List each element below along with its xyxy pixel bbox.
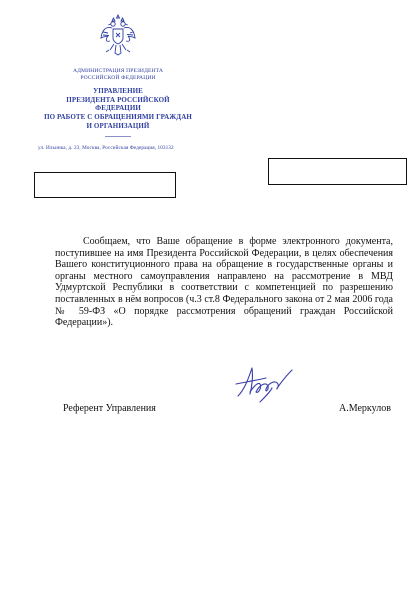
- admin-line-1: АДМИНИСТРАЦИЯ ПРЕЗИДЕНТА: [72, 68, 164, 74]
- double-headed-eagle-emblem-icon: [98, 14, 138, 60]
- dept-line-1: УПРАВЛЕНИЕ: [93, 87, 143, 96]
- letterhead: [44, 14, 192, 137]
- dept-line-4: И ОРГАНИЗАЦИЙ: [86, 121, 150, 130]
- letter-body: Сообщаем, что Ваше обращение в форме электронного документа, поступившее на имя Президента Российской Федерации, в целях обеспечения Вашего конституционного права на обращение в государственные органы и органы местного самоуправления направлено на рассмотрение в МВД Удмуртской Республики в соответствии с компетенцией по разрешению поставленных в нём вопросов (ч.3 ст.8 Федерального закона от 2 мая 2006 года № 59-ФЗ «О порядке рассмотрения обращений граждан Российской Федерации»).: [55, 236, 393, 329]
- letterhead-divider: [105, 136, 131, 137]
- department-name: [44, 87, 192, 130]
- redacted-reference-box: [34, 172, 176, 198]
- handwritten-signature-icon: [232, 362, 298, 406]
- admin-line-2: РОССИЙСКОЙ ФЕДЕРАЦИИ: [80, 74, 156, 81]
- redacted-recipient-box: [268, 158, 407, 185]
- letterhead-address: ул. Ильинка, д. 23, Москва, Российская Федерация, 103132: [38, 145, 174, 151]
- dept-line-3: ПО РАБОТЕ С ОБРАЩЕНИЯМИ ГРАЖДАН: [44, 112, 192, 121]
- dept-line-2: ПРЕЗИДЕНТА РОССИЙСКОЙ ФЕДЕРАЦИИ: [66, 95, 170, 113]
- signer-position: Референт Управления: [63, 403, 156, 414]
- signer-name: А.Меркулов: [339, 403, 391, 414]
- administration-name: [44, 68, 192, 81]
